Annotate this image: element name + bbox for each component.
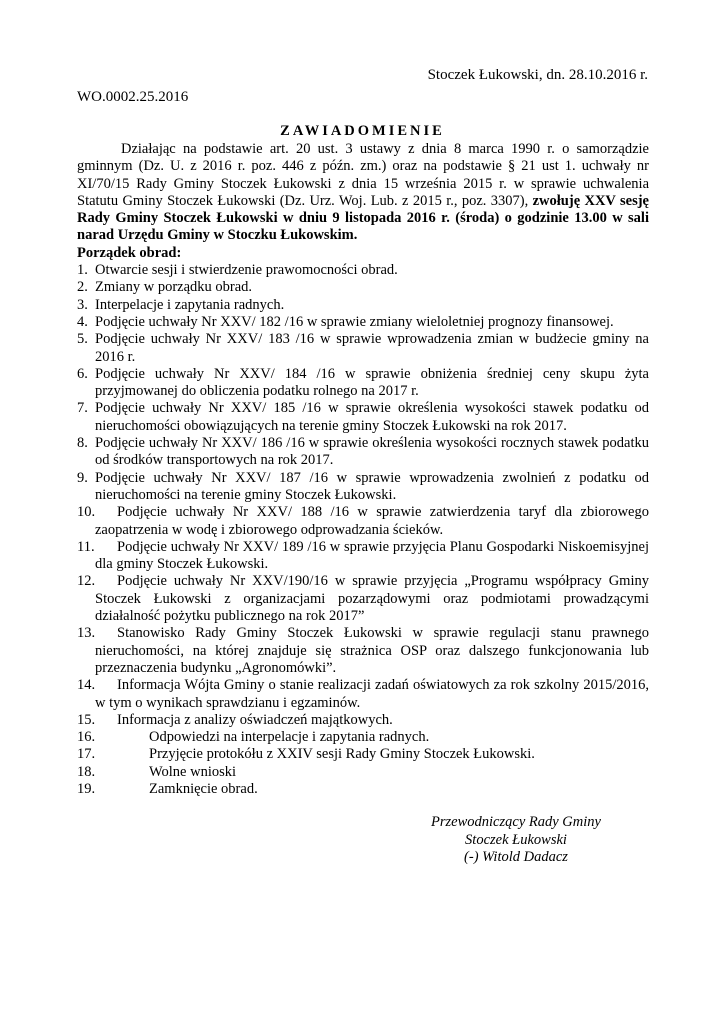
agenda-item-text: Stanowisko Rady Gminy Stoczek Łukowski w sprawie regulacji stanu prawnego nieruchomości, na której znajduje się strażnica OSP oraz dalszego funkcjonowania lub przeznaczenia budynku „Agronomówki”.: [95, 625, 649, 676]
agenda-item-text: Informacja z analizy oświadczeń majątkowych.: [117, 711, 393, 728]
agenda-item-number: 13.: [77, 625, 96, 642]
agenda-item: [77, 712, 649, 729]
agenda-item-text: Podjęcie uchwały Nr XXV/ 186 /16 w sprawie określenia wysokości rocznych stawek podatku od środków transportowych na rok 2017.: [95, 435, 649, 469]
agenda-item-text: Interpelacje i zapytania radnych.: [95, 296, 285, 313]
agenda-item-text: Zamknięcie obrad.: [149, 780, 258, 797]
signature-name: (-) Witold Dadacz: [464, 849, 568, 865]
agenda-item-number: 3.: [77, 296, 88, 313]
agenda-item-number: 18.: [77, 763, 96, 780]
agenda-list: [77, 262, 649, 798]
agenda-item: [77, 539, 649, 574]
agenda-item-number: 9.: [77, 469, 88, 486]
agenda-item-text: Podjęcie uchwały Nr XXV/190/16 w sprawie przyjęcia „Programu współpracy Gminy Stoczek Łukowski z organizacjami pozarządowymi oraz podmiotami prowadzącymi działalność pożytku publicznego na rok 2017”: [95, 573, 649, 625]
agenda-item: [77, 729, 649, 746]
signature-block: [426, 814, 606, 867]
agenda-item-text: Podjęcie uchwały Nr XXV/ 182 /16 w sprawie zmiany wieloletniej prognozy finansowej.: [95, 313, 614, 330]
agenda-item: [77, 470, 649, 505]
signature-role: Przewodniczący Rady Gminy: [431, 814, 601, 830]
agenda-item-text: Podjęcie uchwały Nr XXV/ 188 /16 w sprawie zatwierdzenia taryf dla zbiorowego zaopatrzenia w wodę i zbiorowego odprowadzania ścieków.: [95, 504, 649, 538]
agenda-item-number: 1.: [77, 262, 88, 279]
agenda-item: [77, 400, 649, 435]
agenda-item-text: Zmiany w porządku obrad.: [95, 279, 253, 296]
agenda-item: [77, 297, 649, 314]
agenda-item-text: Podjęcie uchwały Nr XXV/ 187 /16 w sprawie wprowadzenia zwolnień z podatku od nieruchomości na terenie gminy Stoczek Łukowski.: [95, 469, 649, 503]
agenda-item-text: Podjęcie uchwały Nr XXV/ 185 /16 w sprawie określenia wysokości stawek podatku od nieruchomości obowiązujących na terenie gminy Stoczek Łukowski na rok 2017.: [95, 400, 649, 434]
agenda-item-text: Podjęcie uchwały Nr XXV/ 184 /16 w sprawie obniżenia średniej ceny skupu żyta przyjmowanej do obliczenia podatku rolnego na 2017 r.: [95, 365, 649, 400]
agenda-item: [77, 279, 649, 296]
agenda-item: [77, 573, 649, 625]
agenda-item-number: 19.: [77, 780, 96, 797]
agenda-item-text: Podjęcie uchwały Nr XXV/ 189 /16 w sprawie przyjęcia Planu Gospodarki Niskoemisyjnej dla gminy Stoczek Łukowski.: [95, 538, 649, 573]
intro-convocation: zwołuję XXV sesję Rady Gminy Stoczek Łukowski w dniu 9 listopada 2016 r. (środa) o godzinie 13.00 w sali narad Urzędu Gminy w Stoczku Łukowskim.: [77, 192, 649, 244]
agenda-item: [77, 677, 649, 712]
agenda-item: [77, 314, 649, 331]
agenda-item: [77, 746, 649, 763]
agenda-item-number: 8.: [77, 435, 88, 452]
agenda-item-text: Otwarcie sesji i stwierdzenie prawomocności obrad.: [95, 262, 398, 279]
agenda-item-number: 16.: [77, 729, 96, 746]
agenda-item: [77, 366, 649, 401]
agenda-item-number: 5.: [77, 331, 88, 348]
agenda-item-number: 15.: [77, 711, 96, 728]
agenda-item-text: Informacja Wójta Gminy o stanie realizacji zadań oświatowych za rok szkolny 2015/2016, w tym o wynikach sprawdzianu i egzaminów.: [95, 677, 649, 711]
agenda-item-text: Wolne wnioski: [149, 763, 237, 780]
agenda-item-number: 14.: [77, 677, 96, 694]
place-and-date: Stoczek Łukowski, dn. 28.10.2016 r.: [427, 67, 648, 83]
reference-number: WO.0002.25.2016: [77, 89, 189, 105]
agenda-item-number: 6.: [77, 365, 88, 382]
agenda-item: [77, 764, 649, 781]
intro-paragraph: [77, 141, 649, 245]
agenda-item-number: 10.: [77, 504, 96, 521]
agenda-item-number: 2.: [77, 279, 88, 296]
document-title: ZAWIADOMIENIE: [280, 123, 445, 139]
agenda-item: [77, 435, 649, 470]
signature-municipality: Stoczek Łukowski: [465, 831, 567, 848]
document-body: [77, 141, 649, 798]
agenda-item-number: 17.: [77, 746, 96, 763]
agenda-item-number: 4.: [77, 313, 88, 330]
agenda-item: [77, 504, 649, 539]
agenda-item: [77, 331, 649, 366]
agenda-item-number: 7.: [77, 400, 88, 417]
intro-text: Działając na podstawie art. 20 ust. 3 ustawy z dnia 8 marca 1990 r. o samorządzie gminnym (Dz. U. z 2016 r. poz. 446 z późn. zm.) oraz na podstawie § 21 ust 1. uchwały nr XI/70/15 Rady Gminy Stoczek Łukowski z dnia 15 września 2015 r. w sprawie uchwalenia Statutu Gminy Stoczek Łukowski (Dz. Urz. Woj. Lub. z 2015 r., poz. 3307),: [77, 141, 649, 209]
agenda-item-text: Przyjęcie protokółu z XXIV sesji Rady Gminy Stoczek Łukowski.: [149, 746, 535, 763]
agenda-item-text: Podjęcie uchwały Nr XXV/ 183 /16 w sprawie wprowadzenia zmian w budżecie gminy na 2016 r.: [95, 331, 649, 365]
agenda-heading: Porządek obrad:: [77, 244, 182, 261]
agenda-item-number: 12.: [77, 573, 96, 590]
agenda-item: [77, 781, 649, 798]
agenda-item: [77, 262, 649, 279]
agenda-item: [77, 625, 649, 677]
agenda-item-number: 11.: [77, 538, 95, 555]
agenda-item-text: Odpowiedzi na interpelacje i zapytania radnych.: [149, 729, 430, 746]
